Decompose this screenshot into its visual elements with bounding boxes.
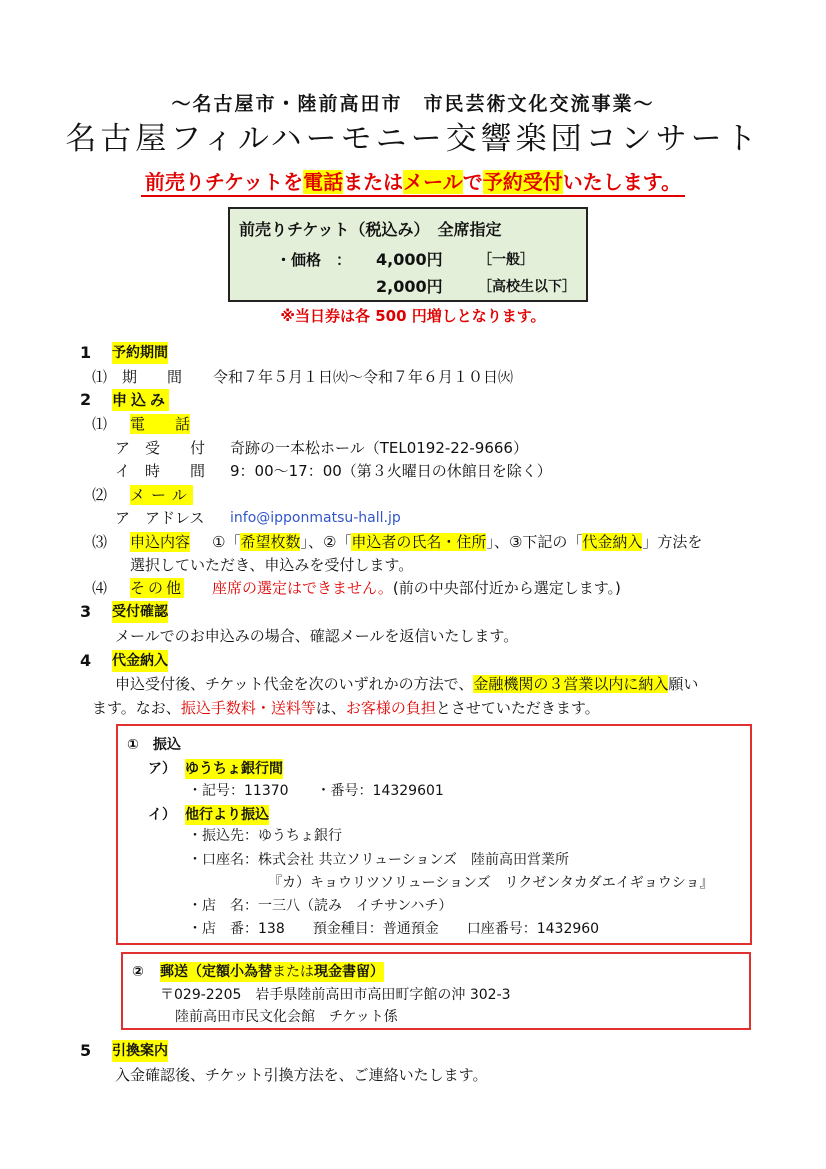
seat-notice: 座席の選定はできません。 [212,579,393,597]
payment-deadline: 金融機関の３営業以内に納入 [473,675,669,693]
content-text: 」、②「 [300,533,352,551]
payment-line-2 [92,698,600,718]
confirmation-text: メールでのお申込みの場合、確認メールを返信いたします。 [115,627,519,645]
price-label: ・価格 ： [276,251,352,269]
other-heading: その他 [130,579,185,597]
reception-label: ア 受 付 [115,439,206,457]
ticket-title: 前売りチケット（税込み） 全席指定 [239,220,502,239]
sub-title: 〜名古屋市・陸前高田市 市民芸術文化交流事業〜 [171,93,655,115]
exchange-text: 入金確認後、チケット引換方法を、ご連絡いたします。 [115,1066,488,1084]
lead-line [0,169,826,195]
lead-text: で [462,170,483,194]
other-text [212,578,621,598]
hours-label: イ 時 間 [115,462,206,480]
mail-heading [160,962,384,982]
content-line-1 [212,532,702,552]
mail-heading: メール [130,486,193,504]
item-number: ⑵ [92,486,108,504]
section-number: 3 [80,602,92,621]
other-bank-label: イ） [148,807,176,823]
section-number: 4 [80,651,92,670]
item-number: ⑷ [92,579,108,597]
price-general-label: ［一般］ [478,252,534,268]
content-payment: 代金納入 [582,533,643,551]
branch-number: ・店 番：138 預金種目：普通預金 口座番号：1432960 [188,921,600,937]
price-general: 4,000円 [376,250,443,269]
reception-value: 奇跡の一本松ホール（TEL0192-22-9666） [230,439,528,457]
bank-name: ・振込先：ゆうちょ銀行 [188,828,342,844]
customer-burden: お客様の負担 [345,699,436,717]
section-number: 1 [80,343,92,362]
day-ticket-note: ※当日券は各 500 円増しとなります。 [280,307,546,325]
section-heading-exchange: 引換案内 [112,1040,168,1062]
content-text: ①「 [212,533,241,551]
content-heading: 申込内容 [130,533,191,551]
payment-text: とさせていただきます。 [435,699,600,717]
mail-address: 〒029-2205 岩手県陸前高田市高田町字館の沖 302-3 [160,987,511,1003]
account-name: ・口座名：株式会社 共立ソリューションズ 陸前高田営業所 [188,852,570,868]
content-text: 」方法を [642,533,703,551]
period-label: ⑴ 期 間 [92,368,183,386]
content-name-address: 申込者の氏名・住所 [351,533,487,551]
period-value: 令和７年５月１日㈫〜令和７年６月１０日㈫ [213,368,514,386]
mail-recipient: 陸前高田市民文化会館 チケット係 [175,1009,398,1025]
transfer-heading-text: ① 振込 [127,737,181,753]
mail-heading-number: ② [132,964,144,980]
branch-name: ・店 名：一三八（読み イチサンハチ） [188,898,453,914]
lead-mail: メール [403,170,463,194]
fees-note: 振込手数料・送料等 [180,699,316,717]
payment-line-1 [115,674,698,694]
section-heading-reservation-period: 予約期間 [112,342,168,364]
section-heading-application: 申込み [112,391,170,409]
section-number: 5 [80,1041,92,1060]
mail-box [121,952,751,1030]
hours-value: 9：00〜17：00（第３火曜日の休館日を除く） [230,462,552,480]
section-number: 2 [80,390,92,409]
lead-reservation: 予約受付 [482,170,563,194]
payment-text: 願い [668,675,699,693]
other-bank-heading: 他行より振込 [185,807,269,823]
seat-note: (前の中央部付近から選定します。) [392,579,621,597]
mail-address-link[interactable]: info@ipponmatsu-hall.jp [230,510,401,526]
mail-heading-text: 現金書留） [314,964,384,980]
mail-heading-text: または [272,964,314,980]
transfer-heading [127,735,181,755]
item-number: ⑴ [92,415,108,433]
phone-heading: 電 話 [130,415,191,433]
ticket-info-box [228,207,588,302]
section-heading-payment: 代金納入 [112,650,168,672]
mail-heading-text: 郵送（定額小為替 [160,964,272,980]
yucho-account: ・記号：11370 ・番号：14329601 [188,783,444,799]
section-heading-confirmation: 受付確認 [112,601,168,623]
price-student: 2,000円 [376,277,443,296]
yucho-heading: ゆうちょ銀行間 [185,761,283,777]
transfer-box [116,724,752,945]
address-label: ア アドレス [115,509,205,527]
lead-text: いたします。 [562,170,682,194]
payment-text: ます。なお、 [92,699,181,717]
payment-text: は、 [315,699,346,717]
account-name-kana: 『カ）キョウリツソリューションズ リクゼンタカダエイギョウショ』 [268,875,714,891]
lead-text: 前売りチケットを [144,170,304,194]
content-quantity: 希望枚数 [240,533,301,551]
content-text: 」、③下記の「 [486,533,583,551]
item-number: ⑶ [92,533,108,551]
content-line-2: 選択していただき、申込みを受付します。 [130,556,414,574]
lead-phone: 電話 [303,170,344,194]
yucho-label: ア） [148,761,176,777]
main-title: 名古屋フィルハーモニー交響楽団コンサート [65,121,761,157]
payment-text: 申込受付後、チケット代金を次のいずれかの方法で、 [115,675,474,693]
lead-text: または [343,170,404,194]
price-student-label: ［高校生以下］ [478,279,576,295]
